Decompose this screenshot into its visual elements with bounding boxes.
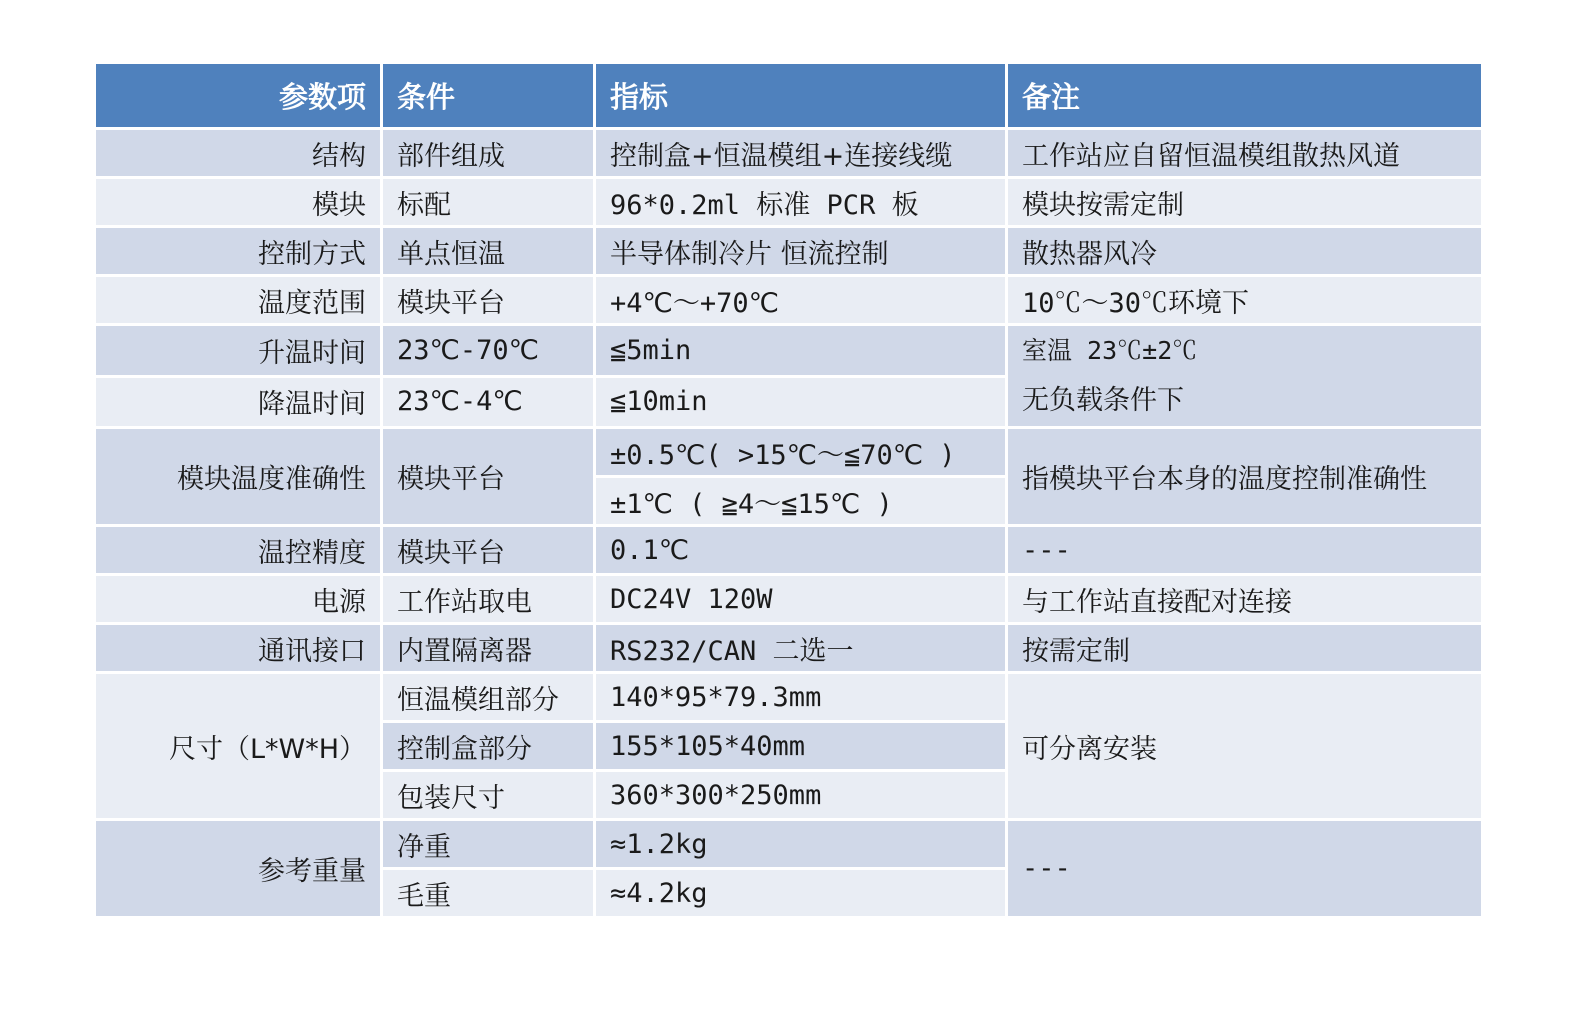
condition-cell: 单点恒温: [382, 227, 595, 276]
condition-cell: 标配: [382, 178, 595, 227]
condition-cell: 净重: [382, 820, 595, 869]
condition-cell: 23℃-4℃: [382, 376, 595, 428]
spec-cell: ≦10min: [595, 376, 1007, 428]
condition-cell: 工作站取电: [382, 575, 595, 624]
table-row: [95, 129, 1483, 178]
header-condition: 条件: [382, 63, 595, 129]
table-row: [95, 673, 1483, 722]
spec-table: [93, 61, 1484, 919]
param-cell: 控制方式: [95, 227, 382, 276]
table-row: [95, 276, 1483, 325]
remark-cell: 模块按需定制: [1007, 178, 1483, 227]
table-row: [95, 575, 1483, 624]
spec-cell: 155*105*40mm: [595, 722, 1007, 771]
condition-cell: 模块平台: [382, 428, 595, 526]
remark-cell: 与工作站直接配对连接: [1007, 575, 1483, 624]
condition-cell: 模块平台: [382, 526, 595, 575]
remark-cell: 10℃～30℃环境下: [1007, 276, 1483, 325]
remark-line: 室温 23℃±2℃: [1022, 336, 1198, 365]
spec-cell: 360*300*250mm: [595, 771, 1007, 820]
spec-cell: +4℃～+70℃: [595, 276, 1007, 325]
spec-cell: ±0.5℃( >15℃～≦70℃ ): [595, 428, 1007, 477]
table-row: [95, 526, 1483, 575]
param-cell: 模块: [95, 178, 382, 227]
table-row: [95, 624, 1483, 673]
spec-cell: ≦5min: [595, 325, 1007, 377]
condition-cell: 23℃-70℃: [382, 325, 595, 377]
spec-cell: ≈4.2kg: [595, 869, 1007, 918]
header-remark: 备注: [1007, 63, 1483, 129]
table-row: [95, 820, 1483, 869]
param-cell: 降温时间: [95, 376, 382, 428]
spec-cell: DC24V 120W: [595, 575, 1007, 624]
condition-cell: 内置隔离器: [382, 624, 595, 673]
spec-cell: ≈1.2kg: [595, 820, 1007, 869]
remark-cell: 散热器风冷: [1007, 227, 1483, 276]
spec-cell: 96*0.2ml 标准 PCR 板: [595, 178, 1007, 227]
condition-cell: 恒温模组部分: [382, 673, 595, 722]
condition-cell: 包装尺寸: [382, 771, 595, 820]
param-cell: 模块温度准确性: [95, 428, 382, 526]
remark-cell: 指模块平台本身的温度控制准确性: [1007, 428, 1483, 526]
spec-cell: 半导体制冷片 恒流控制: [595, 227, 1007, 276]
param-cell: 尺寸（L*W*H）: [95, 673, 382, 820]
spec-cell: 0.1℃: [595, 526, 1007, 575]
condition-cell: 毛重: [382, 869, 595, 918]
param-cell: 温控精度: [95, 526, 382, 575]
param-cell: 升温时间: [95, 325, 382, 377]
condition-cell: 模块平台: [382, 276, 595, 325]
param-cell: 结构: [95, 129, 382, 178]
table-row: [95, 325, 1483, 377]
condition-cell: 控制盒部分: [382, 722, 595, 771]
spec-cell: ±1℃ ( ≧4～≦15℃ ): [595, 477, 1007, 526]
remark-cell: [1007, 325, 1483, 428]
table-row: [95, 227, 1483, 276]
remark-cell: 工作站应自留恒温模组散热风道: [1007, 129, 1483, 178]
table-row: [95, 178, 1483, 227]
remark-line: 无负载条件下: [1022, 385, 1184, 416]
param-cell: 电源: [95, 575, 382, 624]
spec-cell: RS232/CAN 二选一: [595, 624, 1007, 673]
header-spec: 指标: [595, 63, 1007, 129]
remark-cell: ---: [1007, 526, 1483, 575]
table-row: [95, 428, 1483, 477]
header-param: 参数项: [95, 63, 382, 129]
param-cell: 通讯接口: [95, 624, 382, 673]
table-header-row: [95, 63, 1483, 129]
remark-cell: ---: [1007, 820, 1483, 918]
spec-cell: 控制盒+恒温模组+连接线缆: [595, 129, 1007, 178]
param-cell: 温度范围: [95, 276, 382, 325]
remark-cell: 按需定制: [1007, 624, 1483, 673]
condition-cell: 部件组成: [382, 129, 595, 178]
remark-cell: 可分离安装: [1007, 673, 1483, 820]
param-cell: 参考重量: [95, 820, 382, 918]
spec-cell: 140*95*79.3mm: [595, 673, 1007, 722]
